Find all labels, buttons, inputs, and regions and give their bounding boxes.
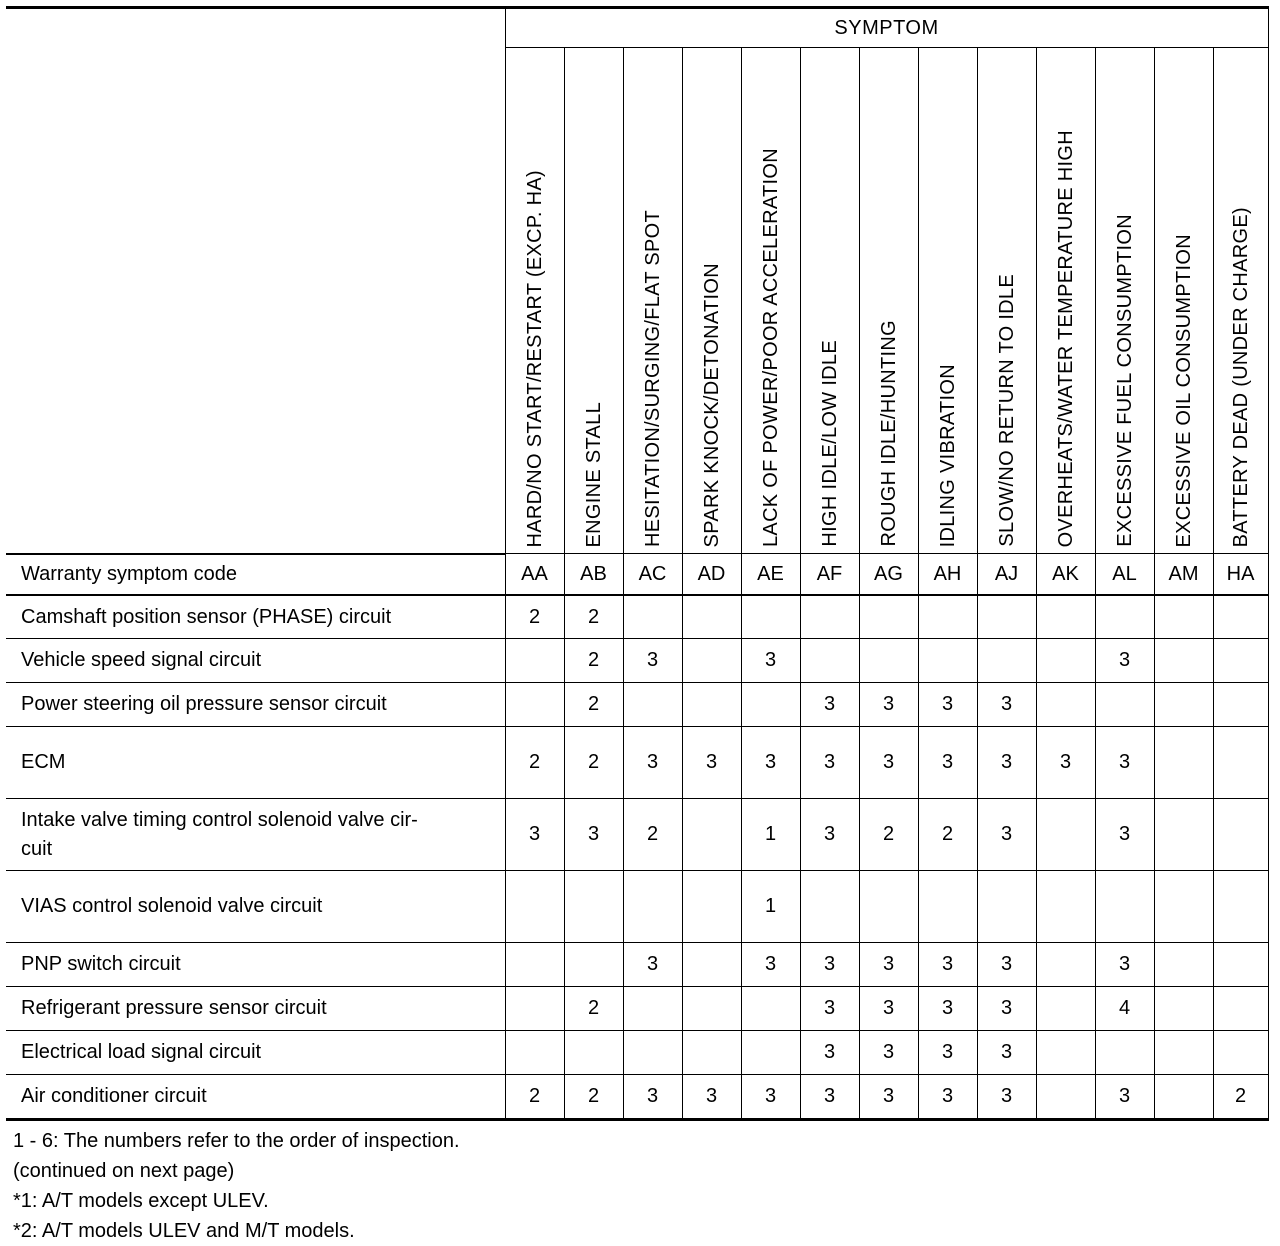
table-cell: 3 xyxy=(800,683,859,727)
table-cell xyxy=(1036,871,1095,943)
table-cell xyxy=(800,595,859,639)
table-cell: 2 xyxy=(564,987,623,1031)
table-cell: 2 xyxy=(859,799,918,871)
table-cell xyxy=(1095,595,1154,639)
table-cell: 1 xyxy=(741,799,800,871)
table-cell: 2 xyxy=(505,1075,564,1120)
warranty-code: AJ xyxy=(977,554,1036,596)
table-cell: 3 xyxy=(859,1075,918,1120)
table-row xyxy=(6,799,1268,871)
table-cell xyxy=(564,871,623,943)
table-cell xyxy=(859,595,918,639)
table-cell xyxy=(918,871,977,943)
table-cell: 3 xyxy=(859,943,918,987)
warranty-code: AH xyxy=(918,554,977,596)
table-cell: 3 xyxy=(918,987,977,1031)
symptom-column-header xyxy=(564,48,623,554)
table-row xyxy=(6,871,1268,943)
table-cell: 2 xyxy=(564,639,623,683)
table-cell: 3 xyxy=(977,683,1036,727)
row-label xyxy=(6,871,505,943)
table-cell xyxy=(977,595,1036,639)
table-cell xyxy=(505,987,564,1031)
row-label-text: Air conditioner circuit xyxy=(21,1085,207,1107)
symptom-column-header xyxy=(741,48,800,554)
row-label-text: Refrigerant pressure sensor circuit xyxy=(21,997,327,1019)
table-cell xyxy=(505,683,564,727)
table-cell xyxy=(682,683,741,727)
symptom-column-header xyxy=(800,48,859,554)
table-cell: 3 xyxy=(859,683,918,727)
table-row xyxy=(6,1075,1268,1120)
row-label-text: Vehicle speed signal circuit xyxy=(21,649,262,671)
symptom-label: HESITATION/SURGING/FLAT SPOT xyxy=(641,210,664,547)
warranty-code: AA xyxy=(505,554,564,596)
table-cell xyxy=(682,1031,741,1075)
footnote-continued: (continued on next page) xyxy=(13,1160,235,1182)
table-cell xyxy=(1036,639,1095,683)
table-cell xyxy=(682,799,741,871)
symptom-label: OVERHEATS/WATER TEMPERATURE HIGH xyxy=(1054,129,1077,547)
table-cell: 3 xyxy=(623,1075,682,1120)
symptom-column-header xyxy=(682,48,741,554)
warranty-code-label: Warranty symptom code xyxy=(6,554,505,596)
symptom-table xyxy=(6,6,1269,1121)
table-cell xyxy=(1095,683,1154,727)
table-cell xyxy=(1213,639,1268,683)
table-cell: 3 xyxy=(741,639,800,683)
row-label-text: PNP switch circuit xyxy=(21,953,181,975)
symptom-column-header xyxy=(1036,48,1095,554)
table-cell xyxy=(741,683,800,727)
table-cell: 2 xyxy=(918,799,977,871)
table-cell xyxy=(859,871,918,943)
table-cell xyxy=(623,871,682,943)
symptom-column-header xyxy=(1154,48,1213,554)
symptom-column-header xyxy=(1213,48,1268,554)
table-cell xyxy=(1154,595,1213,639)
symptom-label: HARD/NO START/RESTART (EXCP. HA) xyxy=(523,169,546,547)
table-cell xyxy=(682,871,741,943)
table-cell: 2 xyxy=(564,1075,623,1120)
symptom-column-header xyxy=(505,48,564,554)
symptom-label: IDLING VIBRATION xyxy=(936,363,959,547)
table-cell xyxy=(1036,943,1095,987)
table-cell xyxy=(800,639,859,683)
table-row xyxy=(6,727,1268,799)
row-label-text: ECM xyxy=(21,751,66,773)
row-label xyxy=(6,639,505,683)
table-cell xyxy=(1213,1031,1268,1075)
table-cell: 3 xyxy=(623,639,682,683)
warranty-code: AF xyxy=(800,554,859,596)
table-cell: 3 xyxy=(741,1075,800,1120)
table-cell xyxy=(1036,799,1095,871)
row-label-text: Electrical load signal circuit xyxy=(21,1041,262,1063)
table-cell xyxy=(859,639,918,683)
footnote-2: *2: A/T models ULEV and M/T models. xyxy=(13,1220,355,1242)
table-cell xyxy=(682,987,741,1031)
table-cell xyxy=(564,943,623,987)
row-label xyxy=(6,1075,505,1120)
footnote-1: *1: A/T models except ULEV. xyxy=(13,1190,269,1212)
table-cell xyxy=(505,943,564,987)
table-cell: 2 xyxy=(623,799,682,871)
table-cell xyxy=(1213,595,1268,639)
symptom-label: ENGINE STALL xyxy=(582,401,605,547)
table-row xyxy=(6,987,1268,1031)
warranty-code: AD xyxy=(682,554,741,596)
table-row xyxy=(6,639,1268,683)
table-cell: 3 xyxy=(977,943,1036,987)
table-cell: 3 xyxy=(977,727,1036,799)
table-cell xyxy=(1213,943,1268,987)
table-cell xyxy=(1095,1031,1154,1075)
warranty-code: HA xyxy=(1213,554,1268,596)
symptom-header: SYMPTOM xyxy=(505,8,1268,48)
table-cell xyxy=(1213,683,1268,727)
symptom-label: SLOW/NO RETURN TO IDLE xyxy=(995,274,1018,547)
warranty-code: AB xyxy=(564,554,623,596)
table-cell: 3 xyxy=(741,727,800,799)
table-cell xyxy=(505,1031,564,1075)
warranty-code: AC xyxy=(623,554,682,596)
table-cell: 3 xyxy=(977,987,1036,1031)
table-cell: 3 xyxy=(918,1075,977,1120)
symptom-label: EXCESSIVE OIL CONSUMPTION xyxy=(1172,233,1195,547)
table-cell: 4 xyxy=(1095,987,1154,1031)
table-cell xyxy=(1154,1075,1213,1120)
table-cell xyxy=(1154,943,1213,987)
table-row xyxy=(6,595,1268,639)
table-cell xyxy=(741,1031,800,1075)
table-cell: 3 xyxy=(682,727,741,799)
warranty-code: AK xyxy=(1036,554,1095,596)
table-cell xyxy=(1036,1031,1095,1075)
table-cell xyxy=(623,683,682,727)
table-cell: 1 xyxy=(741,871,800,943)
table-cell xyxy=(1213,871,1268,943)
table-cell: 3 xyxy=(800,943,859,987)
table-cell xyxy=(977,871,1036,943)
row-label xyxy=(6,799,505,871)
table-cell xyxy=(1154,987,1213,1031)
table-cell: 2 xyxy=(564,595,623,639)
table-cell xyxy=(682,943,741,987)
table-cell xyxy=(564,1031,623,1075)
symptom-column-header xyxy=(977,48,1036,554)
row-label-text: Intake valve timing control solenoid valve cir- cuit xyxy=(21,808,418,860)
symptom-column-header xyxy=(859,48,918,554)
table-cell: 3 xyxy=(1095,799,1154,871)
table-cell: 3 xyxy=(1095,727,1154,799)
table-cell: 3 xyxy=(1095,639,1154,683)
table-cell xyxy=(1036,987,1095,1031)
symptom-label: LACK OF POWER/POOR ACCELERATION xyxy=(759,148,782,547)
table-cell xyxy=(1154,871,1213,943)
corner-cell xyxy=(6,8,505,554)
table-cell: 3 xyxy=(1095,1075,1154,1120)
table-cell xyxy=(623,595,682,639)
table-cell: 3 xyxy=(918,943,977,987)
table-cell: 3 xyxy=(682,1075,741,1120)
table-cell: 3 xyxy=(918,1031,977,1075)
table-cell: 3 xyxy=(564,799,623,871)
table-row xyxy=(6,683,1268,727)
table-cell xyxy=(1036,1075,1095,1120)
table-cell: 3 xyxy=(800,1075,859,1120)
row-label xyxy=(6,683,505,727)
symptom-label: HIGH IDLE/LOW IDLE xyxy=(818,340,841,547)
table-cell: 3 xyxy=(859,727,918,799)
table-cell: 3 xyxy=(977,1075,1036,1120)
table-cell xyxy=(918,639,977,683)
symptom-column-header xyxy=(1095,48,1154,554)
row-label xyxy=(6,1031,505,1075)
table-cell: 3 xyxy=(1095,943,1154,987)
table-cell: 3 xyxy=(800,1031,859,1075)
table-cell xyxy=(1036,595,1095,639)
footnote-inspection-order: 1 - 6: The numbers refer to the order of inspection. xyxy=(13,1130,460,1152)
table-cell xyxy=(682,595,741,639)
table-cell: 2 xyxy=(564,727,623,799)
table-cell xyxy=(505,639,564,683)
table-cell: 3 xyxy=(800,727,859,799)
table-cell xyxy=(1213,727,1268,799)
table-cell xyxy=(1095,871,1154,943)
table-cell: 2 xyxy=(564,683,623,727)
table-cell xyxy=(977,639,1036,683)
row-label-text: Power steering oil pressure sensor circuit xyxy=(21,693,387,715)
table-cell xyxy=(1154,799,1213,871)
table-cell: 3 xyxy=(800,987,859,1031)
table-cell xyxy=(1154,683,1213,727)
table-cell xyxy=(1213,987,1268,1031)
symptom-label: BATTERY DEAD (UNDER CHARGE) xyxy=(1229,206,1252,547)
table-cell xyxy=(800,871,859,943)
row-label-text: VIAS control solenoid valve circuit xyxy=(21,895,323,917)
symptom-label: ROUGH IDLE/HUNTING xyxy=(877,320,900,547)
row-label-text: Camshaft position sensor (PHASE) circuit xyxy=(21,605,392,628)
row-label xyxy=(6,943,505,987)
symptom-matrix xyxy=(6,6,1269,1242)
symptom-label: SPARK KNOCK/DETONATION xyxy=(700,262,723,547)
symptom-column-header xyxy=(623,48,682,554)
table-row xyxy=(6,943,1268,987)
table-cell: 3 xyxy=(505,799,564,871)
table-cell xyxy=(741,987,800,1031)
warranty-code: AM xyxy=(1154,554,1213,596)
table-cell: 3 xyxy=(623,943,682,987)
table-cell xyxy=(505,871,564,943)
table-cell xyxy=(623,1031,682,1075)
table-cell xyxy=(1154,727,1213,799)
table-cell: 3 xyxy=(623,727,682,799)
footnotes xyxy=(13,1126,460,1246)
table-cell: 3 xyxy=(859,1031,918,1075)
row-label xyxy=(6,987,505,1031)
row-label xyxy=(6,727,505,799)
warranty-code: AL xyxy=(1095,554,1154,596)
table-cell: 3 xyxy=(741,943,800,987)
table-cell: 3 xyxy=(800,799,859,871)
warranty-code: AG xyxy=(859,554,918,596)
table-cell xyxy=(623,987,682,1031)
table-cell xyxy=(682,639,741,683)
table-cell: 3 xyxy=(1036,727,1095,799)
symptom-column-header xyxy=(918,48,977,554)
symptom-label: EXCESSIVE FUEL CONSUMPTION xyxy=(1113,214,1136,547)
table-cell: 2 xyxy=(505,595,564,639)
table-row xyxy=(6,1031,1268,1075)
table-cell: 2 xyxy=(505,727,564,799)
table-cell: 3 xyxy=(918,727,977,799)
warranty-code: AE xyxy=(741,554,800,596)
row-label xyxy=(6,595,505,639)
table-cell xyxy=(918,595,977,639)
table-cell: 3 xyxy=(977,1031,1036,1075)
table-cell xyxy=(1213,799,1268,871)
table-cell: 2 xyxy=(1213,1075,1268,1120)
table-cell xyxy=(1154,639,1213,683)
table-cell xyxy=(1154,1031,1213,1075)
table-cell xyxy=(1036,683,1095,727)
table-cell xyxy=(741,595,800,639)
table-cell: 3 xyxy=(859,987,918,1031)
table-cell: 3 xyxy=(977,799,1036,871)
table-cell: 3 xyxy=(918,683,977,727)
